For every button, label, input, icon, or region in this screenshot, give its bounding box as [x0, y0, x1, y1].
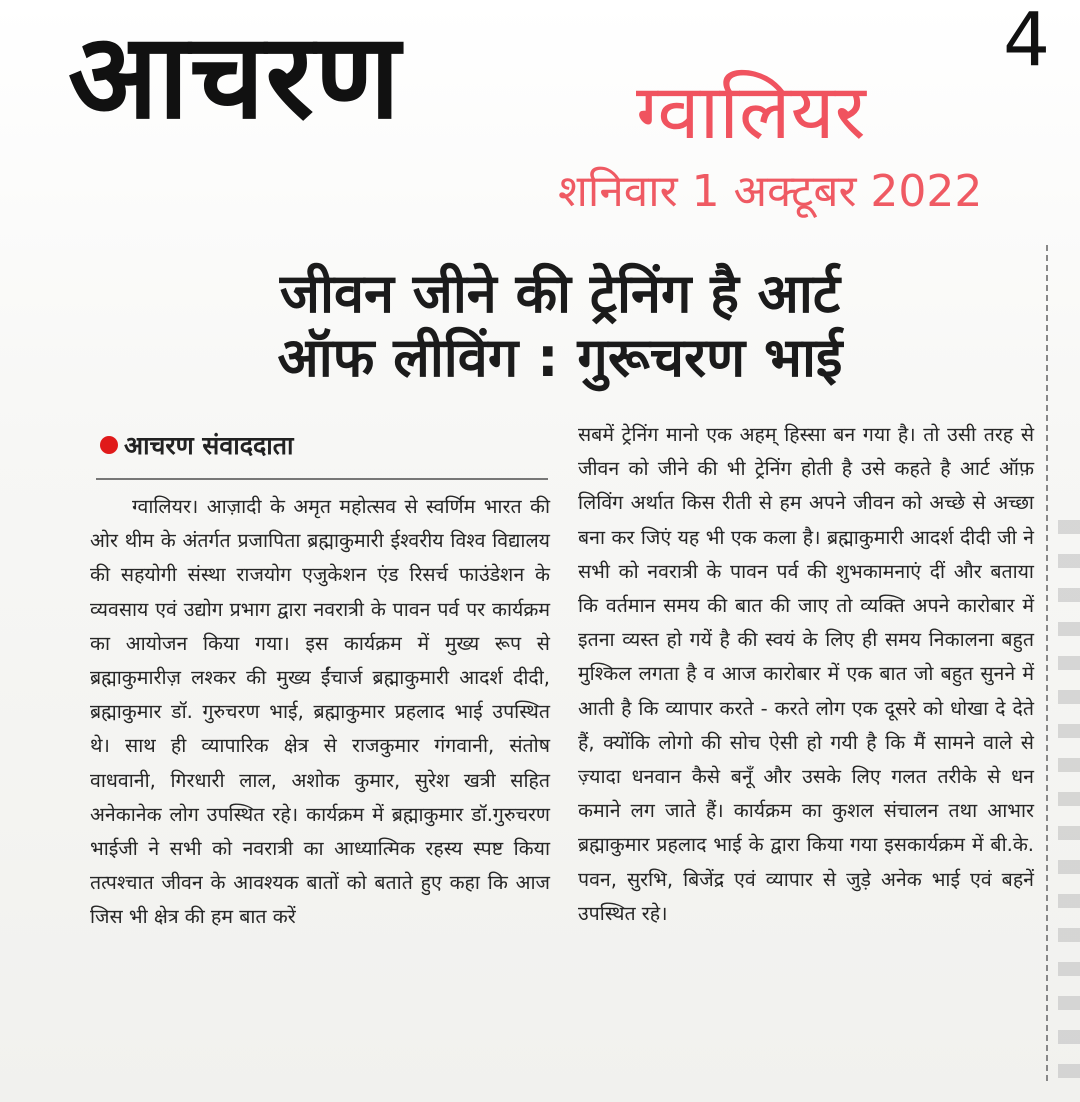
byline [100, 428, 293, 462]
article-headline [120, 262, 1000, 390]
headline-line-2: ऑफ लीविंग : गुरूचरण भाई [277, 326, 843, 389]
byline-text: आचरण संवाददाता [124, 431, 294, 460]
byline-divider [96, 478, 548, 480]
adjacent-article-edge [1058, 520, 1080, 1090]
edition-date: शनिवार 1 अक्टूबर 2022 [558, 166, 983, 217]
edition-city: ग्वालियर [636, 67, 866, 156]
article-column-right: सबमें ट्रेनिंग मानो एक अहम् हिस्सा बन गया है। तो उसी तरह से जीवन को जीने की भी ट्रेनिंग होती है उसे कहते है आर्ट ऑफ़ लिविंग अर्थात किस रीती से हम अपने जीवन को अच्छे से अच्छा बना कर जिएं यह भी एक कला है। ब्रह्माकुमारी आदर्श दीदी जी ने सभी को नवरात्री के पावन पर्व की शुभकामनाएं दीं और बताया कि वर्तमान समय की बात की जाए तो व्यक्ति अपने कारोबार में इतना व्यस्त हो गयें है की स्वयं के लिए ही समय निकालना बहुत मुश्किल लगता है व आज कारोबार में एक बात जो बहुत सुनने में आती है कि व्यापार करते - करते लोग एक दूसरे को धोखा दे देते हैं, क्योंकि लोगो की सोच ऐसी हो गयी है कि मैं सामने वाले से ज़्यादा धनवान कैसे बनूँ और उसके लिए गलत तरीके से धन कमाने लग जाते हैं। कार्यक्रम का कुशल संचालन तथा आभार ब्रह्माकुमार प्रहलाद भाई के द्वारा किया गया इसकार्यक्रम में बी.के. पवन, सुरभि, बिजेंद्र एवं व्यापार से जुड़े अनेक भाई एवं बहनें उपस्थित रहे। [578, 423, 1034, 925]
bullet-dot-icon [100, 436, 118, 454]
column-divider [1046, 245, 1048, 1085]
page-number: 4 [1003, 0, 1051, 83]
headline-line-1: जीवन जीने की ट्रेनिंग है आर्ट [279, 262, 841, 325]
newspaper-masthead: आचरण [68, 7, 402, 145]
article-column-left: ग्वालियर। आज़ादी के अमृत महोत्सव से स्वर्णिम भारत की ओर थीम के अंतर्गत प्रजापिता ब्रह्माकुमारी ईश्वरीय विश्व विद्यालय की सहयोगी संस्था राजयोग एजुकेशन एंड रिसर्च फाउंडेशन के व्यवसाय एवं उद्योग प्रभाग द्वारा नवरात्री के पावन पर्व पर कार्यक्रम का आयोजन किया गया। इस कार्यक्रम में मुख्य रूप से ब्रह्माकुमारीज़ लश्कर की मुख्य ईंचार्ज ब्रह्माकुमारी आदर्श दीदी, ब्रह्माकुमार डॉ. गुरुचरण भाई, ब्रह्माकुमार प्रहलाद भाई उपस्थित थे। साथ ही व्यापारिक क्षेत्र से राजकुमार गंगवानी, संतोष वाधवानी, गिरधारी लाल, अशोक कुमार, सुरेश खत्री सहित अनेकानेक लोग उपस्थित रहे। कार्यक्रम में ब्रह्माकुमार डॉ.गुरुचरण भाईजी ने सभी को नवरात्री का आध्यात्मिक रहस्य स्पष्ट किया तत्पश्चात जीवन के आवश्यक बातों को बताते हुए कहा कि आज जिस भी क्षेत्र की हम बात करें [90, 495, 550, 929]
